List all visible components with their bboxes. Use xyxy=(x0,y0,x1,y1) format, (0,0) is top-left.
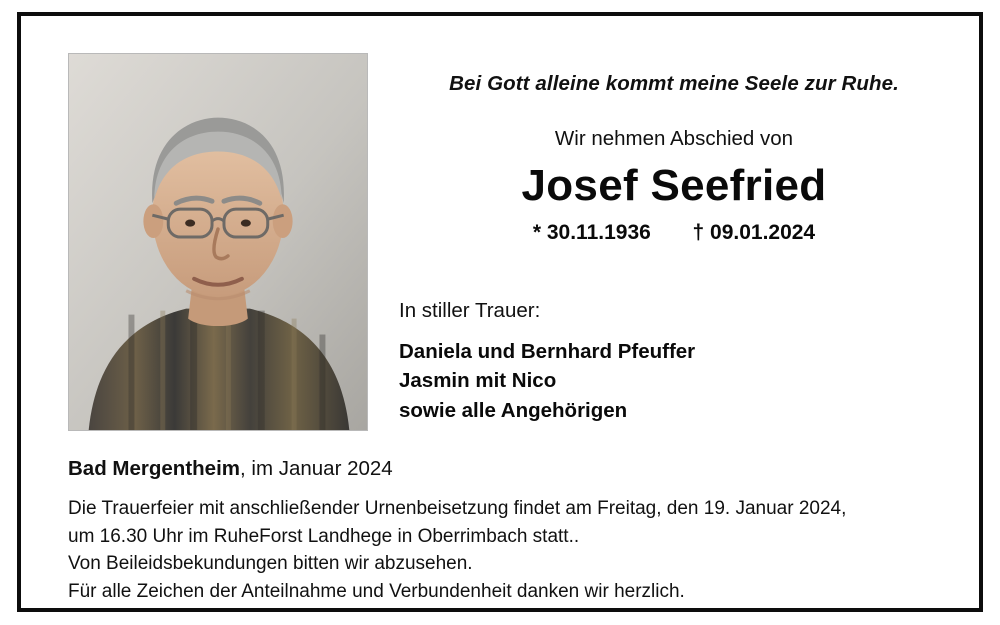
farewell-line: Wir nehmen Abschied von xyxy=(554,126,794,150)
detail-line: Die Trauerfeier mit anschließender Urnenbeisetzung findet am Freitag, den 19. Januar 2024, xyxy=(68,497,847,519)
family-member-line: Daniela und Bernhard Pfeuffer xyxy=(399,339,696,363)
place-and-date xyxy=(68,456,948,482)
mourning-block xyxy=(399,298,959,426)
detail-line: Von Beileidsbekundungen bitten wir abzusehen. xyxy=(68,553,473,575)
place-date: , im Januar 2024 xyxy=(240,457,393,480)
ceremony-details xyxy=(68,495,948,607)
memorial-quote: Bei Gott alleine kommt meine Seele zur Ruhe. xyxy=(449,72,899,95)
footer-block xyxy=(68,456,948,606)
birth-date: * 30.11.1936 xyxy=(532,220,651,244)
death-date: † 09.01.2024 xyxy=(692,220,816,244)
obituary-content xyxy=(21,16,979,608)
obituary-notice-frame xyxy=(17,12,983,612)
life-dates xyxy=(389,221,959,245)
mourning-lead: In stiller Trauer: xyxy=(399,299,541,322)
family-member-line: Jasmin mit Nico xyxy=(399,369,557,393)
deceased-name: Josef Seefried xyxy=(521,160,827,210)
portrait-photo xyxy=(68,53,368,431)
family-list xyxy=(399,337,959,426)
place-name: Bad Mergentheim xyxy=(68,457,240,480)
headline-block xyxy=(389,72,959,245)
detail-line: um 16.30 Uhr im RuheForst Landhege in Oberrimbach statt.. xyxy=(68,525,580,547)
portrait-illustration xyxy=(69,54,367,430)
family-member-line: sowie alle Angehörigen xyxy=(399,399,628,423)
detail-line: Für alle Zeichen der Anteilnahme und Verbundenheit danken wir herzlich. xyxy=(68,581,685,603)
